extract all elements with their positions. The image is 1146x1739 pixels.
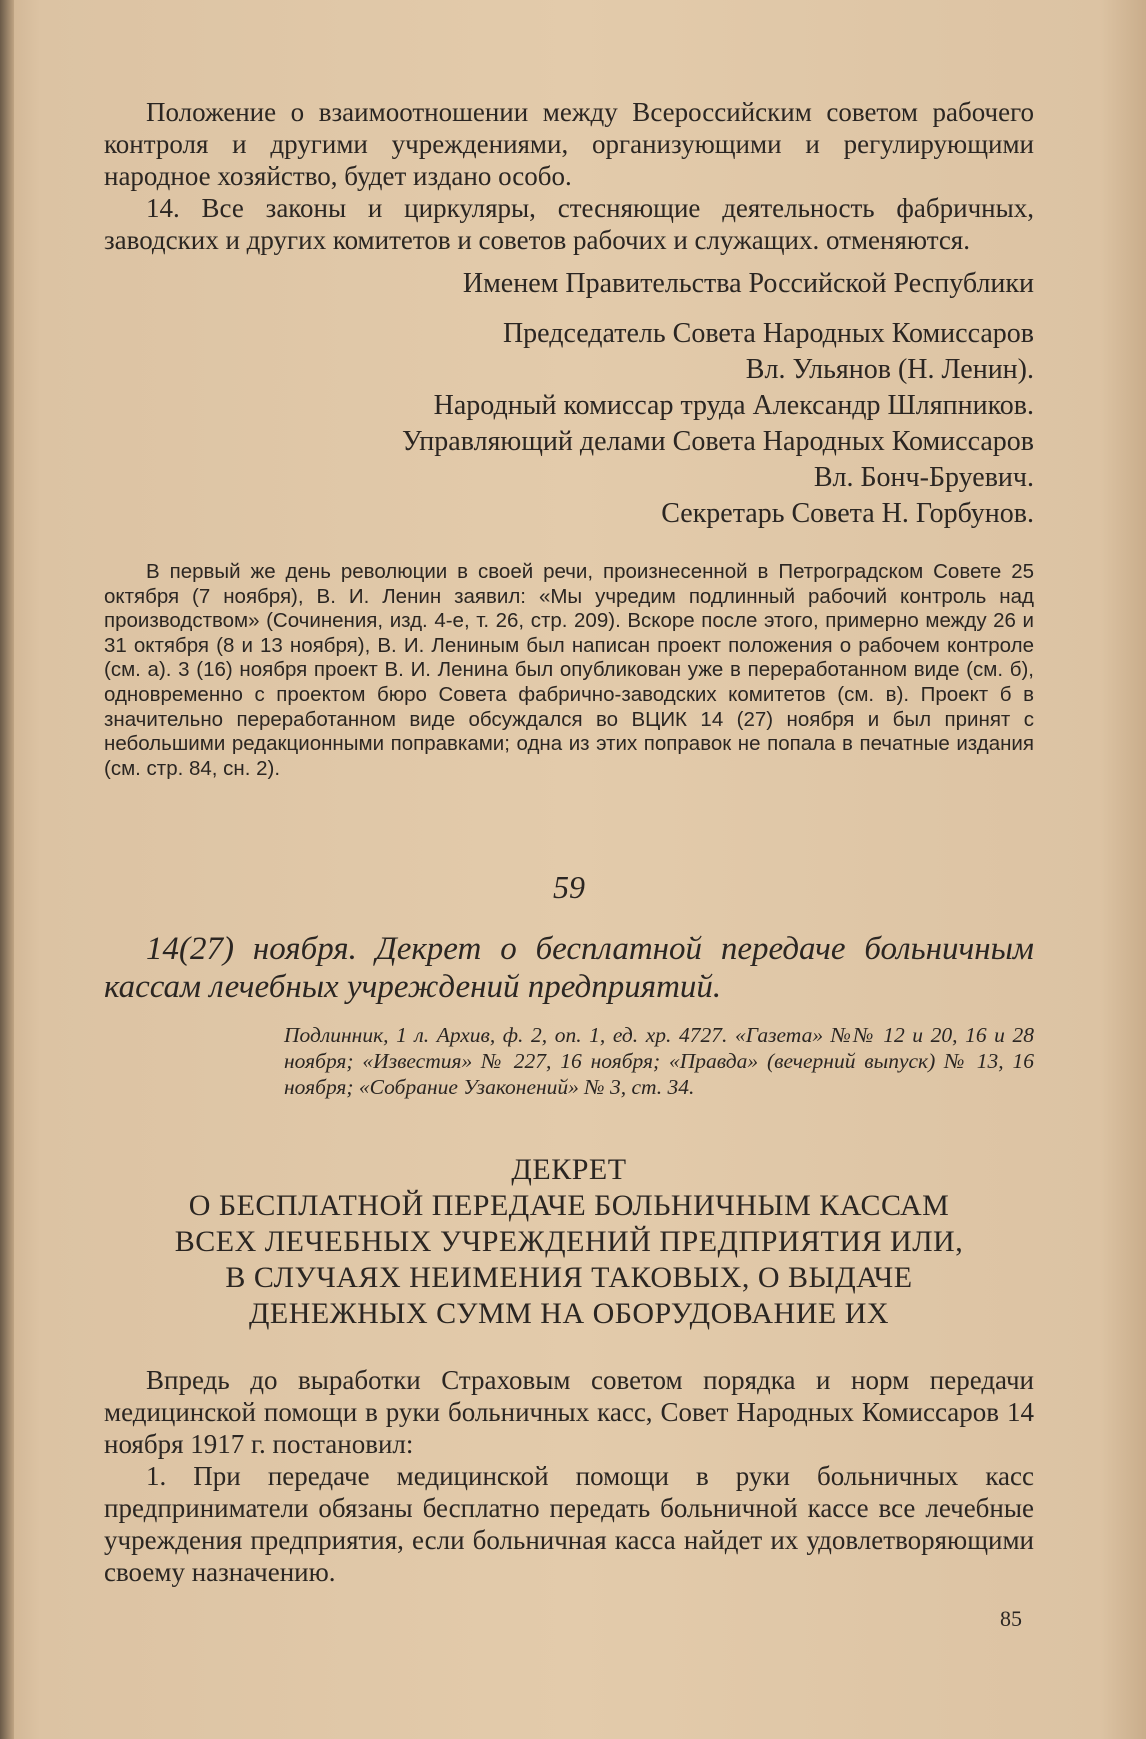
decree-title-line: В СЛУЧАЯХ НЕИМЕНИЯ ТАКОВЫХ, О ВЫДАЧЕ — [225, 1261, 913, 1295]
document-number: 59 — [553, 869, 585, 906]
decree-title-line: О БЕСПЛАТНОЙ ПЕРЕДАЧЕ БОЛЬНИЧНЫМ КАССАМ — [188, 1189, 950, 1223]
signature-line: Вл. Ульянов (Н. Ленин). — [745, 354, 1034, 385]
signature-line: Именем Правительства Российской Республики — [462, 268, 1034, 299]
paragraph-regulation: Положение о взаимоотношении между Всероссийским советом рабочего контроля и другими учреждениями, организующими и регулирующими народное хозяйство, будет издано особо. — [104, 97, 1034, 191]
signature-line: Секретарь Совета Н. Горбунов. — [661, 498, 1034, 529]
signature-line: Народный комиссар труда Александр Шляпников. — [433, 390, 1034, 421]
page-number: 85 — [1000, 1606, 1022, 1631]
signature-line: Управляющий делами Совета Народных Комиссаров — [401, 426, 1034, 457]
decree-title-line: ДЕКРЕТ — [511, 1153, 627, 1187]
decree-article-1: 1. При передаче медицинской помощи в руки больничных касс предприниматели обязаны бесплатно передать больничной кассе все лечебные учреждения предприятия, если больничная касса найдет их удовлетворяющими своему назначению. — [104, 1461, 1034, 1588]
editorial-note: В первый же день революции в своей речи, произнесенной в Петроградском Совете 25 октября (7 ноября), В. И. Ленин заявил: «Мы учредим подлинный рабочий контроль над производством» (Сочинения, изд. 4-е, т. 26, стр. 209). Вскоре после этого, примерно между 26 и 31 октября (8 и 13 ноября), В. И. Лениным был написан проект положения о рабочем контроле (см. а). 3 (16) ноября проект В. И. Ленина был опубликован уже в переработанном виде (см. б), одновременно с проектом бюро Совета фабрично-заводских комитетов (см. в). Проект б в значительно переработанном виде обсуждался во ВЦИК 14 (27) ноября и был принят с небольшими редакционными поправками; одна из этих поправок не попала в печатные издания (см. стр. 84, сн. 2). — [104, 560, 1034, 780]
document-sources: Подлинник, 1 л. Архив, ф. 2, оп. 1, ед. хр. 4727. «Газета» №№ 12 и 20, 16 и 28 ноября; «Известия» № 227, 16 ноября; «Правда» (вечерний выпуск) № 13, 16 ноября; «Собрание Узаконений» № 3, ст. 34. — [284, 1023, 1034, 1100]
page-binding-edge — [0, 0, 14, 1739]
page-content — [104, 96, 1034, 1588]
decree-title — [104, 1152, 1034, 1332]
decree-title-line: ВСЕХ ЛЕЧЕБНЫХ УЧРЕЖДЕНИЙ ПРЕДПРИЯТИЯ ИЛИ, — [174, 1225, 964, 1259]
document-heading: 14(27) ноября. Декрет о бесплатной передаче больничным кассам лечебных учреждений предприятий. — [104, 931, 1034, 1006]
decree-title-line: ДЕНЕЖНЫХ СУММ НА ОБОРУДОВАНИЕ ИХ — [248, 1297, 890, 1331]
paragraph-article-14: 14. Все законы и циркуляры, стесняющие деятельность фабричных, заводских и других комитетов и советов рабочих и служащих. отменяются. — [104, 193, 1034, 255]
signature-block — [104, 266, 1034, 532]
decree-preamble: Впредь до выработки Страховым советом порядка и норм передачи медицинской помощи в руки больничных касс, Совет Народных Комиссаров 14 ноября 1917 г. постановил: — [104, 1365, 1034, 1460]
signature-line: Председатель Совета Народных Комиссаров — [502, 318, 1034, 349]
signature-line: Вл. Бонч-Бруевич. — [813, 462, 1034, 493]
